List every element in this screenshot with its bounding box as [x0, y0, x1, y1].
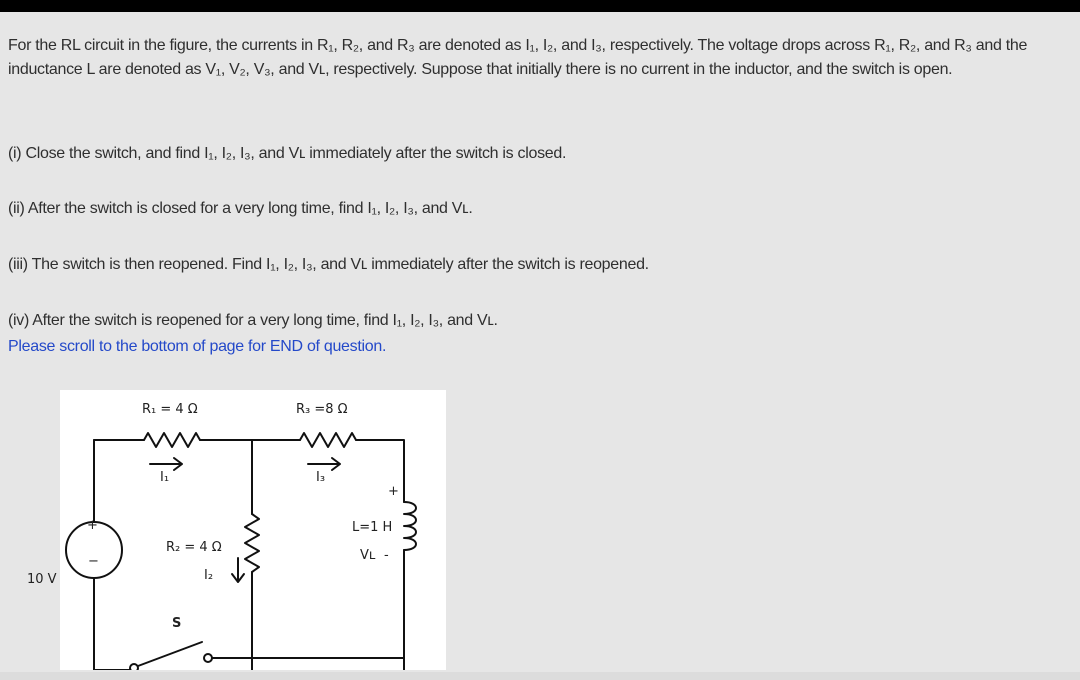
inductor-plus: +	[388, 484, 399, 499]
label-source-voltage: 10 V	[27, 572, 57, 587]
scroll-note: Please scroll to the bottom of page for END of question.	[8, 338, 387, 355]
label-r1: R₁ = 4 Ω	[142, 402, 198, 417]
switch-contact-right	[204, 654, 212, 662]
resistor-r3	[300, 433, 356, 447]
label-inductor: L=1 H	[352, 520, 393, 535]
vl-minus: -	[384, 548, 389, 563]
arrow-i3	[308, 458, 340, 470]
question-part-i: (i) Close the switch, and find I₁, I₂, I₃, and Vʟ immediately after the switch is closed.	[8, 145, 567, 162]
label-vl: Vʟ	[360, 548, 376, 563]
question-part-iv: (iv) After the switch is reopened for a very long time, find I₁, I₂, I₃, and Vʟ.	[8, 312, 498, 329]
circuit-figure	[27, 390, 446, 670]
switch-blade	[138, 642, 202, 666]
question-intro: For the RL circuit in the figure, the currents in R₁, R₂, and R₃ are denoted as I₁, I₂, and I₃, respectively. The voltage drops across R₁, R₂, and R₃ and the inductance L are denoted as V₁, V₂, V₃, and Vʟ, respectively. Suppose that initially there is no current in the inductor, and the switch is open.	[8, 37, 1028, 78]
source-plus: +	[87, 518, 98, 533]
inductor-coil	[404, 502, 416, 550]
arrow-i1	[150, 458, 182, 470]
resistor-r1	[144, 433, 200, 447]
label-i1: I₁	[160, 470, 170, 485]
label-i3: I₃	[316, 470, 326, 485]
source-minus: −	[88, 554, 99, 569]
question-part-ii: (ii) After the switch is closed for a very long time, find I₁, I₂, I₃, and Vʟ.	[8, 200, 473, 217]
top-bar	[0, 0, 1080, 12]
label-r2: R₂ = 4 Ω	[166, 540, 222, 555]
arrow-i2	[232, 558, 244, 582]
label-r3: R₃ =8 Ω	[296, 402, 348, 417]
label-switch: S	[172, 616, 182, 631]
label-i2: I₂	[204, 568, 214, 583]
question-part-iii: (iii) The switch is then reopened. Find I₁, I₂, I₃, and Vʟ immediately after the switch is reopened.	[8, 256, 649, 273]
switch-contact-left	[130, 664, 138, 670]
resistor-r2	[245, 514, 259, 572]
bottom-strip	[0, 672, 1080, 680]
